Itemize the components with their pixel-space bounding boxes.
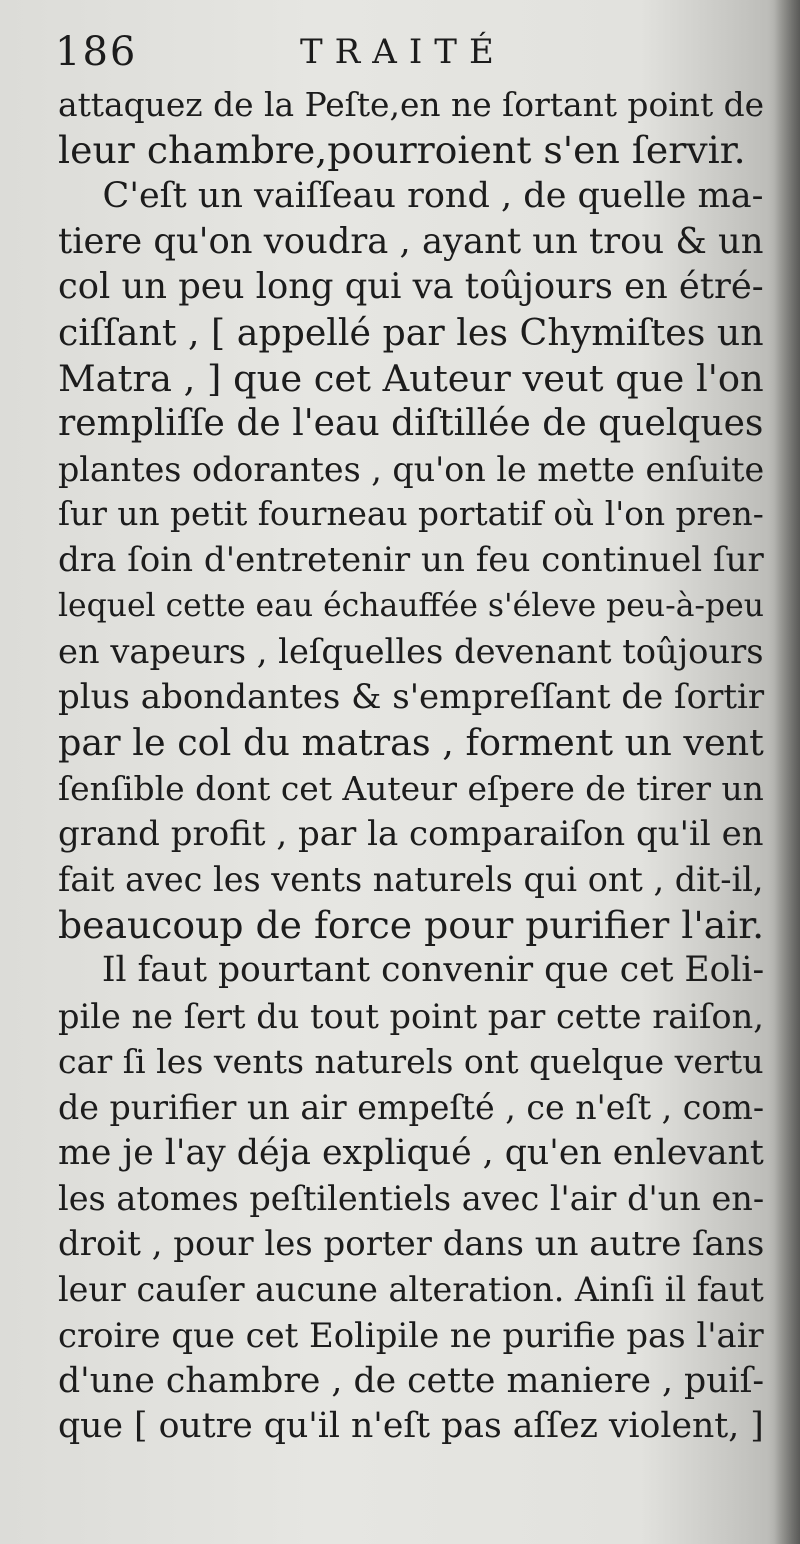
text-line: ſur un petit fourneau portatif où l'on pren-: [58, 495, 764, 534]
text-line: plus abondantes & s'empreſſant de ſortir: [58, 676, 765, 717]
page-header: [55, 22, 765, 82]
text-line: attaquez de la Peſte,en ne ſortant point de: [58, 85, 765, 124]
page-edge-shadow: [774, 0, 800, 1544]
text-line: dra ſoin d'entretenir un feu continuel ſur: [58, 539, 764, 580]
text-line: les atomes peſtilentiels avec l'air d'un en-: [58, 1179, 765, 1219]
text-line: tiere qu'on voudra , ayant un trou & un: [58, 220, 764, 262]
text-line: me je l'ay déja expliqué , qu'en enlevant: [58, 1132, 764, 1173]
text-line: que [ outre qu'il n'eſt pas aſſez violent, ]: [58, 1406, 764, 1447]
running-title: TRAITÉ: [300, 32, 506, 72]
text-line: par le col du matras , forment un vent: [58, 721, 764, 765]
body-text: [58, 82, 768, 1450]
text-line: rempliſſe de l'eau diſtillée de quelques: [58, 402, 764, 445]
text-line: col un peu long qui va toûjours en étré-: [58, 266, 764, 308]
text-line: pile ne ſert du tout point par cette raiſon,: [58, 996, 764, 1036]
text-line: croire que cet Eolipile ne purifie pas l'air: [58, 1316, 764, 1356]
text-line: car ſi les vents naturels ont quelque vertu: [58, 1042, 764, 1082]
text-line: ciſſant , [ appellé par les Chymiſtes un: [58, 310, 764, 354]
text-line: ſenſible dont cet Auteur eſpere de tirer un: [58, 768, 764, 808]
text-line: leur cauſer aucune alteration. Ainſi il faut: [58, 1270, 764, 1310]
text-line: lequel cette eau échauffée s'éleve peu-à-peu: [58, 587, 764, 624]
text-line: droit , pour les porter dans un autre ſans: [58, 1223, 765, 1264]
text-line: de purifier un air empeſté , ce n'eſt , com-: [58, 1088, 765, 1128]
text-line: beaucoup de force pour purifier l'air.: [58, 902, 765, 947]
text-line: Matra , ] que cet Auteur veut que l'on: [58, 356, 764, 400]
text-line: leur chambre,pourroient s'en ſervir.: [58, 127, 746, 172]
text-line: C'eſt un vaiſſeau rond , de quelle ma-: [58, 175, 764, 217]
page-number: 186: [55, 29, 138, 75]
text-line: grand profit , par la comparaiſon qu'il en: [58, 813, 764, 854]
text-line: Il faut pourtant convenir que cet Eoli-: [58, 950, 765, 991]
text-line: en vapeurs , leſquelles devenant toûjours: [58, 632, 764, 672]
text-line: d'une chambre , de cette maniere , puiſ-: [58, 1360, 765, 1401]
text-line: fait avec les vents naturels qui ont , dit-il,: [58, 860, 764, 900]
text-line: plantes odorantes , qu'on le mette enſuite: [58, 449, 765, 489]
